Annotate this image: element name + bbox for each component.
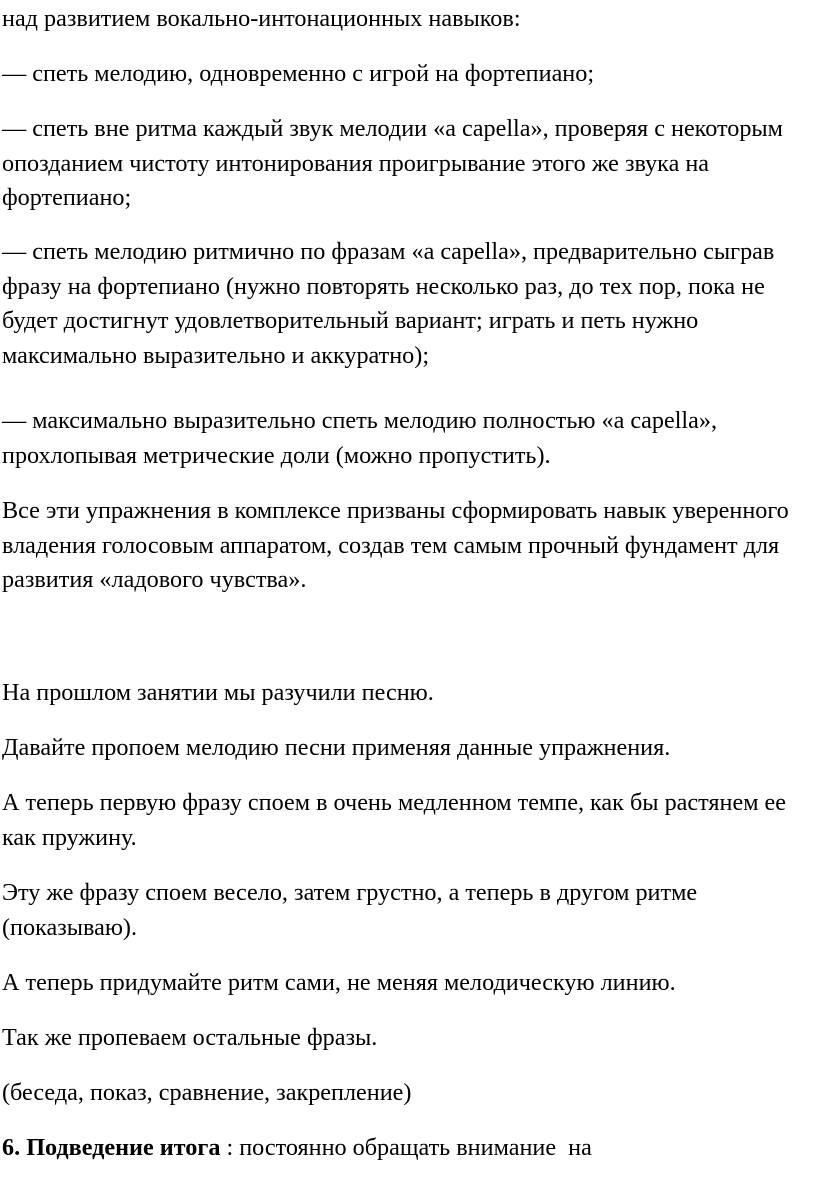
paragraph-conclusion: Все эти упражнения в комплексе призваны сформировать навык уверенного владения голосовым аппаратом, создав тем самым прочный фундамент для развития «ладового чувства». — [2, 497, 789, 593]
paragraph-exercise-1: — спеть мелодию, одновременно с игрой на фортепиано; — [2, 60, 595, 87]
paragraph-exercise-3: — спеть мелодию ритмично по фразам «a capella», предварительно сыграв фразу на фортепиано (нужно повторять несколько раз, до тех пор, пока не будет достигнут удовлетворительный вариант; играть и петь нужно максимально выразительно и аккуратно); — [2, 238, 775, 369]
paragraph-methods: (беседа, показ, сравнение, закрепление) — [2, 1079, 412, 1106]
paragraph-exercise-2: — спеть вне ритма каждый звук мелодии «a capella», проверяя с некоторым опозданием чистоту интонирования проигрывание этого же звука на фортепиано; — [2, 115, 783, 211]
paragraph-last-lesson: На прошлом занятии мы разучили песню. — [2, 679, 434, 706]
summary-text: : постоянно обращать внимание на — [220, 1134, 592, 1161]
paragraph-summary — [2, 1131, 592, 1166]
paragraph-intro: над развитием вокально-интонационных навыков: — [2, 5, 521, 32]
paragraph-invent-rhythm: А теперь придумайте ритм сами, не меняя мелодическую линию. — [2, 969, 676, 996]
paragraph-sing-melody: Давайте пропоем мелодию песни применяя данные упражнения. — [2, 734, 671, 761]
paragraph-first-phrase: А теперь первую фразу споем в очень медленном темпе, как бы растянем ее как пружину. — [2, 789, 787, 851]
paragraph-same-phrase: Эту же фразу споем весело, затем грустно, а теперь в другом ритме (показываю). — [2, 879, 698, 941]
summary-heading: 6. Подведение итога — [2, 1134, 221, 1161]
paragraph-exercise-4: — максимально выразительно спеть мелодию полностью «a capella», прохлопывая метрические доли (можно пропустить). — [2, 407, 718, 469]
paragraph-other-phrases: Так же пропеваем остальные фразы. — [2, 1024, 378, 1051]
